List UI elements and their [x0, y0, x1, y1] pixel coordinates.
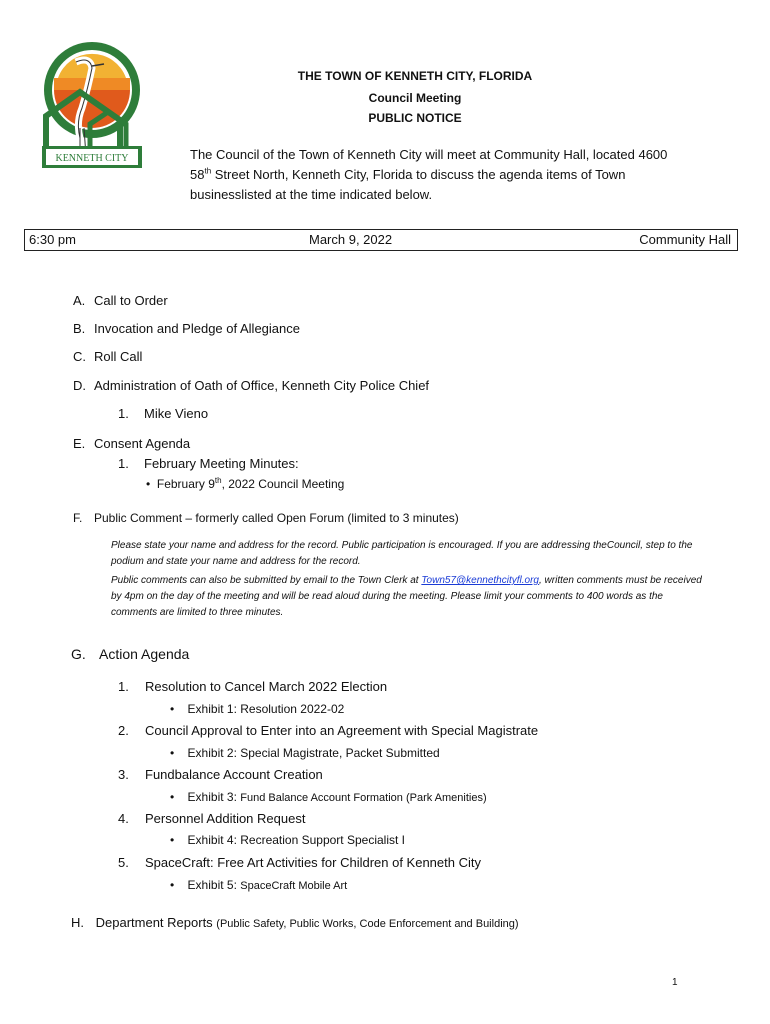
item-letter: A. [73, 293, 86, 308]
action-number: 3. [118, 767, 129, 782]
town-clerk-email-link[interactable]: Town57@kennethcityfl.org [421, 575, 539, 586]
bullet-sup: th [214, 476, 222, 485]
public-comment-note-1: Please state your name and address for the record. Public participation is encouraged. If you are addressing theCouncil, step to the podium and state your name and address for the record. [111, 540, 693, 567]
action-item-4 [118, 811, 306, 826]
exhibit-detail: Fund Balance Account Formation (Park Amenities) [240, 792, 487, 804]
agenda-item-h [71, 915, 519, 930]
logo-text: KENNETH CITY [55, 153, 129, 164]
item-letter: E. [73, 436, 86, 451]
note-text-1: Public comments can also be submitted by email to the Town Clerk at [111, 575, 422, 586]
sub-text: February Meeting Minutes: [144, 456, 299, 471]
sub-number: 1. [118, 406, 129, 421]
notice-text-1: The Council of the Town of Kenneth City will meet at Community Hall, located 4600 58 [190, 147, 668, 182]
action-text: Resolution to Cancel March 2022 Election [145, 679, 388, 694]
notice-text-2: Street North, Kenneth City, Florida to discuss the agenda items of Town businesslisted at the time indicated below. [190, 167, 626, 202]
action-number: 4. [118, 811, 129, 826]
item-text: Invocation and Pledge of Allegiance [94, 321, 300, 336]
meeting-time: 6:30 pm [29, 232, 76, 247]
note-text-2: , written comments must be received by 4pm on the day of the meeting and will be read aloud during the meeting. Please limit your comments to 400 words as the comments are limited to three minutes. [111, 575, 702, 618]
item-text: Public Comment – formerly called Open Forum (limited to 3 minutes) [94, 511, 459, 525]
agenda-item-e-sub-1 [118, 456, 299, 471]
public-comment-note-2 [111, 573, 711, 621]
sub-text: Mike Vieno [144, 406, 209, 421]
item-letter: C. [73, 349, 86, 364]
action-item-3-exhibit [170, 790, 487, 804]
bullet-icon: • [170, 746, 175, 760]
kenneth-city-logo [40, 38, 152, 178]
exhibit-detail: SpaceCraft Mobile Art [240, 880, 348, 892]
action-item-2-exhibit [170, 746, 440, 760]
action-item-4-exhibit [170, 833, 405, 847]
item-text: Department Reports [95, 915, 217, 930]
action-text: Council Approval to Enter into an Agreement with Special Magistrate [145, 723, 539, 738]
item-text: Administration of Oath of Office, Kenneth City Police Chief [94, 378, 430, 393]
bullet-icon: • [170, 878, 175, 892]
item-text: Call to Order [94, 293, 168, 308]
item-text: Roll Call [94, 349, 143, 364]
action-item-2 [118, 723, 539, 738]
bullet-text-2: , 2022 Council Meeting [221, 477, 345, 491]
page-number: 1 [672, 977, 678, 988]
action-number: 5. [118, 855, 129, 870]
agenda-item-c [73, 349, 143, 364]
meeting-location: Community Hall [639, 232, 731, 247]
item-letter: G. [71, 646, 86, 662]
meeting-info-bar [24, 229, 738, 251]
notice-sup: th [204, 166, 212, 176]
exhibit-text: Exhibit 1: Resolution 2022-02 [187, 702, 345, 716]
meeting-type: Council Meeting [368, 91, 462, 105]
exhibit-text: Exhibit 3: [187, 790, 241, 804]
agenda-item-f [73, 511, 459, 525]
bullet-text-1: February 9 [156, 477, 215, 491]
action-item-1-exhibit [170, 702, 344, 716]
meeting-notice-paragraph [190, 145, 690, 205]
action-item-5 [118, 855, 481, 870]
bullet-icon: • [170, 833, 175, 847]
town-title: THE TOWN OF KENNETH CITY, FLORIDA [297, 69, 533, 83]
action-text: SpaceCraft: Free Art Activities for Children of Kenneth City [145, 855, 481, 870]
action-item-3 [118, 767, 323, 782]
agenda-item-e-bullet [146, 476, 344, 491]
agenda-item-d-sub-1 [118, 406, 209, 421]
action-item-1 [118, 679, 388, 694]
action-text: Fundbalance Account Creation [145, 767, 323, 782]
meeting-date: March 9, 2022 [309, 232, 393, 247]
agenda-item-b [73, 321, 300, 336]
agenda-item-e [73, 436, 191, 451]
action-number: 1. [118, 679, 129, 694]
agenda-item-g [71, 646, 190, 662]
action-text: Personnel Addition Request [145, 811, 306, 826]
item-text: Action Agenda [99, 646, 190, 662]
sub-number: 1. [118, 456, 129, 471]
agenda-item-a [73, 293, 168, 308]
item-letter: H. [71, 915, 84, 930]
bullet-icon: • [170, 790, 175, 804]
item-text: Consent Agenda [94, 436, 191, 451]
item-letter: B. [73, 321, 86, 336]
item-letter: D. [73, 378, 86, 393]
action-item-5-exhibit [170, 878, 347, 892]
exhibit-text: Exhibit 2: Special Magistrate, Packet Submitted [187, 746, 440, 760]
agenda-item-d [73, 378, 430, 393]
exhibit-text: Exhibit 5: [187, 878, 241, 892]
bullet-icon: • [170, 702, 175, 716]
bullet-icon: • [146, 477, 151, 491]
action-number: 2. [118, 723, 129, 738]
item-letter: F. [73, 511, 83, 525]
exhibit-text: Exhibit 4: Recreation Support Specialist I [187, 833, 405, 847]
public-notice-title: PUBLIC NOTICE [368, 111, 462, 125]
item-detail: (Public Safety, Public Works, Code Enforcement and Building) [216, 918, 519, 930]
